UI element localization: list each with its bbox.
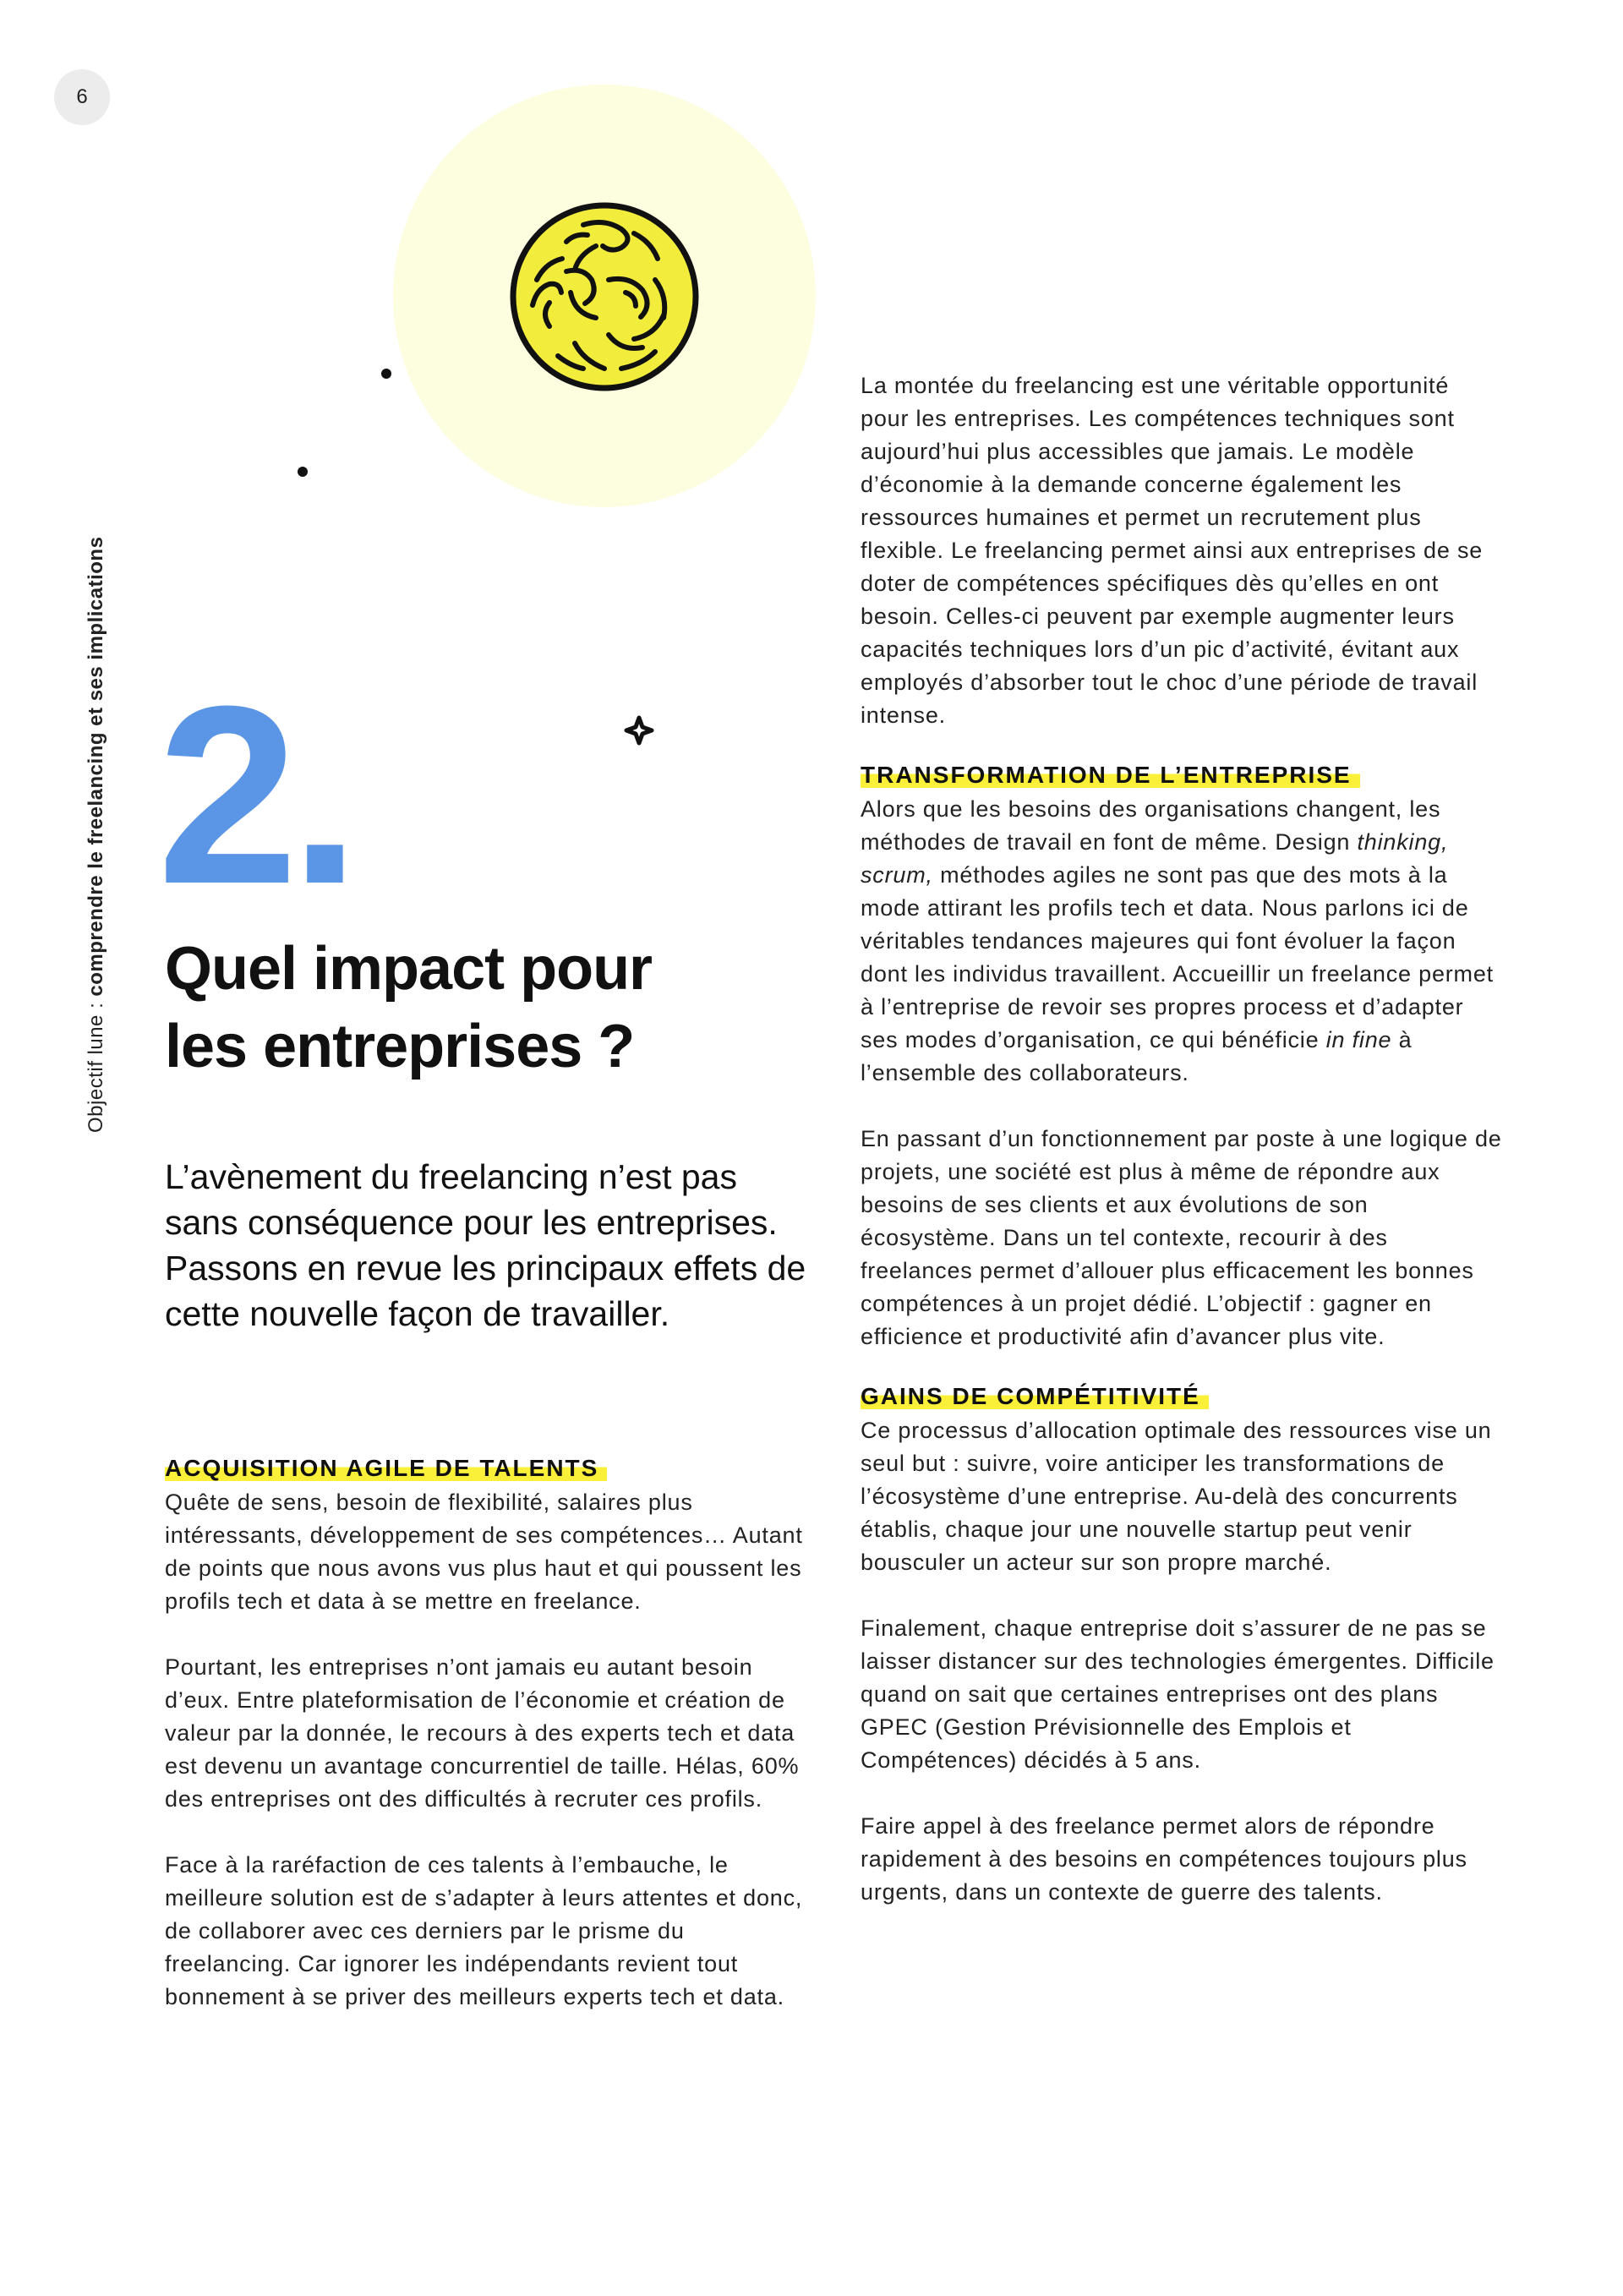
intro-paragraph: L’avènement du freelancing n’est pas sans conséquence pour les entreprises. Passons en revue les principaux effets de cette nouvelle façon de travailler. (165, 1157, 806, 1333)
transformation-paragraph-2: En passant d’un fonctionnement par poste à une logique de projets, une société est plus à même de répondre aux besoins de ses clients et aux évolutions de son écosystème. Dans un tel contexte, recourir à des freelances permet d’allouer plus efficacement les bonnes compétences à un projet dédié. L’objectif : gagner en efficience et productivité afin d’avancer plus vite. (861, 1126, 1502, 1349)
right-intro-paragraph: La montée du freelancing est une véritable opportunité pour les entreprises. Les compétences techniques sont aujourd’hui plus accessibles que jamais. Le modèle d’économie à la demande concerne également les ressources humaines et permet un recrutement plus flexible. Le freelancing permet ainsi aux entreprises de se doter de compétences spécifiques dès qu’elles en ont besoin. Celles-ci peuvent par exemple augmenter leurs capacités techniques lors d’un pic d’activité, évitant aux employés d’absorber tout le choc d’une période de travail intense. (861, 373, 1484, 728)
sparkle-icon (623, 714, 655, 746)
side-running-title (85, 537, 108, 1133)
left-paragraph-2: Pourtant, les entreprises n’ont jamais eu autant besoin d’eux. Entre plateformisation de l’économie et création de valeur par la donnée, le recours à des experts tech et data est devenu un avantage concurrentiel de taille. Hélas, 60% des entreprises ont des difficultés à recruter ces profils. (165, 1654, 800, 1812)
text-run-italic: in fine (1325, 1027, 1392, 1052)
planet-icon (507, 200, 702, 394)
star-dot (381, 369, 391, 379)
chapter-number-digit: 2 (157, 653, 290, 937)
competitivite-paragraph-3: Faire appel à des freelance permet alors de répondre rapidement à des besoins en compétences toujours plus urgents, dans un contexte de guerre des talents. (861, 1813, 1467, 1905)
section-heading-acquisition: ACQUISITION AGILE DE TALENTS (165, 1456, 607, 1481)
page-title (165, 930, 824, 1085)
competitivite-paragraph-1: Ce processus d’allocation optimale des ressources vise un seul but : suivre, voire anticiper les transformations de l’écosystème d’une entreprise. Au-delà des concurrents établis, chaque jour une nouvelle startup peut venir bousculer un acteur sur son propre marché. (861, 1418, 1492, 1575)
side-title-prefix: Objectif lune : (85, 996, 107, 1133)
chapter-number (157, 653, 352, 937)
star-dot (298, 467, 308, 477)
text-run: méthodes agiles ne sont pas que des mots à la mode attirant les profils tech et data. Nous parlons ici de véritables tendances majeures qui font évoluer la façon dont les individus travaillent. Accueillir un freelance permet à l’entreprise de revoir ses propres process et d’adapter ses modes d’organisation, ce qui bénéficie (861, 862, 1494, 1052)
right-column (861, 369, 1503, 1909)
left-paragraph-3: Face à la raréfaction de ces talents à l’embauche, le meilleure solution est de s’adapter à leurs attentes et donc, de collaborer avec ces derniers par le prisme du freelancing. Car ignorer les indépendants revient tout bonnement à se priver des meilleurs experts tech et data. (165, 1852, 803, 2009)
chapter-number-dot: . (289, 653, 352, 937)
page-number: 6 (54, 69, 110, 125)
text-run: à l’ensemble des collaborateurs. (861, 1027, 1413, 1085)
text-run-italic: thinking, scrum, (861, 829, 1449, 888)
section-heading-competitivite: GAINS DE COMPÉTITIVITÉ (861, 1384, 1209, 1409)
section-heading-transformation: TRANSFORMATION DE L’ENTREPRISE (861, 763, 1360, 788)
title-line-1: Quel impact pour (165, 935, 653, 1003)
title-line-2: les entreprises ? (165, 1013, 635, 1080)
competitivite-paragraph-2: Finalement, chaque entreprise doit s’assurer de ne pas se laisser distancer sur des technologies émergentes. Difficile quand on sait que certaines entreprises ont des plans GPEC (Gestion Prévisionnelle des Emplois et Compétences) décidés à 5 ans. (861, 1615, 1495, 1773)
transformation-paragraph-1 (861, 793, 1503, 1090)
text-run: Alors que les besoins des organisations changent, les méthodes de travail en font de même. Design (861, 796, 1441, 855)
side-title-bold: comprendre le freelancing et ses implications (85, 536, 107, 997)
left-paragraph-1: Quête de sens, besoin de flexibilité, salaires plus intéressants, développement de ses compétences… Autant de points que nous avons vus plus haut et qui poussent les profils tech et data à se mettre en freelance. (165, 1490, 803, 1614)
left-column (165, 1452, 807, 2014)
